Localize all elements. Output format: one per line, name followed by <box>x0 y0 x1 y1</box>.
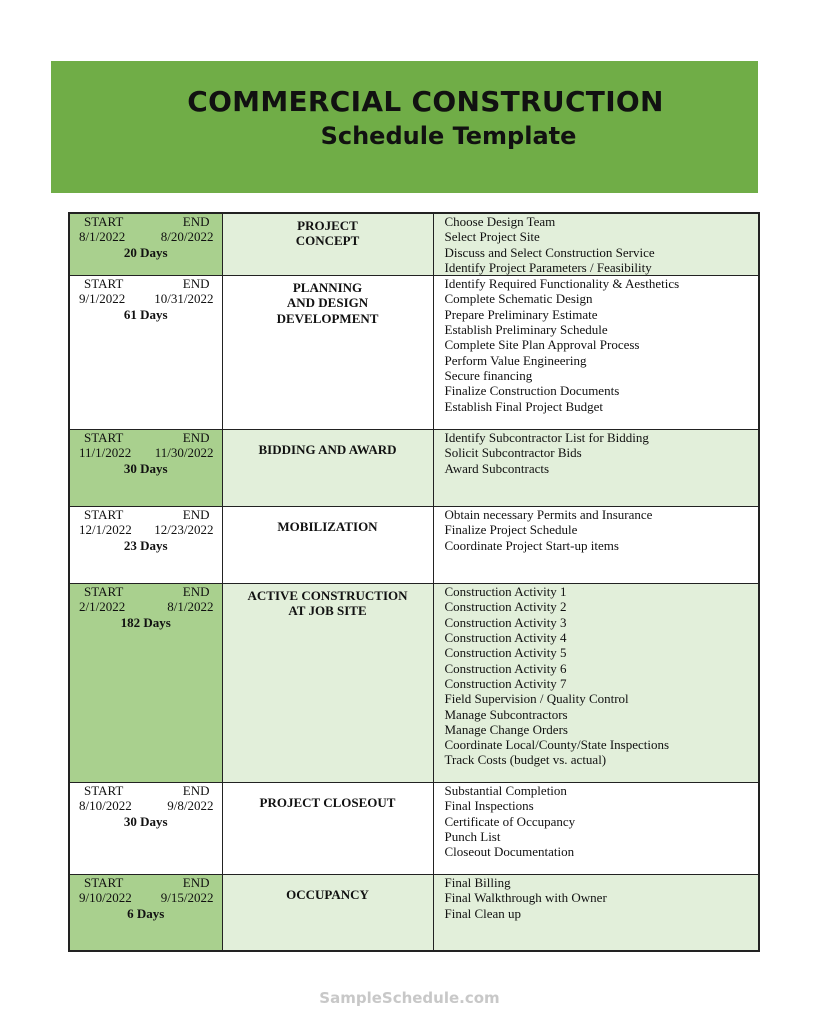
task-item: Perform Value Engineering <box>444 352 587 368</box>
task-item: Closeout Documentation <box>444 844 575 860</box>
end-date: 8/20/2022 <box>160 229 214 245</box>
end-date: 8/1/2022 <box>167 599 214 615</box>
phase-name-cell <box>222 584 433 783</box>
task-item: Complete Schematic Design <box>444 291 593 307</box>
task-item: Secure financing <box>444 367 533 383</box>
phase-dates <box>69 507 222 584</box>
end-label: END <box>182 783 210 799</box>
task-list <box>433 875 759 951</box>
start-label: START <box>84 507 124 523</box>
end-label: END <box>182 875 210 891</box>
task-item: Certificate of Occupancy <box>444 813 576 829</box>
task-item: Construction Activity 1 <box>444 584 567 600</box>
start-date: 8/1/2022 <box>79 229 126 245</box>
phase-row-active-construction <box>69 584 759 783</box>
task-item: Construction Activity 3 <box>444 614 567 630</box>
end-date: 9/8/2022 <box>167 798 214 814</box>
task-item: Field Supervision / Quality Control <box>444 691 629 707</box>
task-item: Identify Subcontractor List for Bidding <box>444 430 649 446</box>
phase-name: PLANNING AND DESIGN DEVELOPMENT <box>276 280 379 326</box>
phase-dates <box>69 213 222 276</box>
task-item: Obtain necessary Permits and Insurance <box>444 507 653 523</box>
task-item: Construction Activity 2 <box>444 599 567 615</box>
task-item: Award Subcontracts <box>444 460 550 476</box>
task-item: Establish Preliminary Schedule <box>444 322 608 338</box>
page-title: COMMERCIAL CONSTRUCTION <box>187 85 664 118</box>
phase-duration: 20 Days <box>123 244 168 260</box>
task-item: Substantial Completion <box>444 783 567 799</box>
start-label: START <box>84 584 124 600</box>
task-item: Construction Activity 6 <box>444 660 567 676</box>
phase-name: BIDDING AND AWARD <box>258 442 397 458</box>
task-item: Construction Activity 7 <box>444 675 567 691</box>
phase-duration: 30 Days <box>123 460 168 476</box>
phase-dates <box>69 584 222 783</box>
phase-row-planning-design <box>69 276 759 430</box>
watermark: SampleSchedule.com <box>319 989 500 1007</box>
start-date: 11/1/2022 <box>79 445 132 461</box>
task-list <box>433 430 759 507</box>
task-item: Identify Project Parameters / Feasibility <box>444 259 652 275</box>
task-item: Finalize Project Schedule <box>444 522 578 538</box>
task-item: Final Billing <box>444 875 511 891</box>
phase-row-project-concept <box>69 213 759 276</box>
task-item: Complete Site Plan Approval Process <box>444 337 640 353</box>
phase-dates <box>69 430 222 507</box>
task-list <box>433 213 759 276</box>
task-list <box>433 507 759 584</box>
phase-name: ACTIVE CONSTRUCTION AT JOB SITE <box>247 588 408 619</box>
task-list <box>433 783 759 875</box>
phase-row-project-closeout <box>69 783 759 875</box>
end-label: END <box>182 507 210 523</box>
phase-row-bidding-award <box>69 430 759 507</box>
phase-duration: 30 Days <box>123 813 168 829</box>
task-item: Final Walkthrough with Owner <box>444 890 607 906</box>
task-item: Finalize Construction Documents <box>444 383 620 399</box>
end-label: END <box>182 430 210 446</box>
task-item: Identify Required Functionality & Aesthetics <box>444 276 680 292</box>
phase-name-cell <box>222 875 433 951</box>
task-item: Final Clean up <box>444 905 522 921</box>
phase-row-mobilization <box>69 507 759 584</box>
phase-name: PROJECT CLOSEOUT <box>259 795 396 811</box>
task-item: Track Costs (budget vs. actual) <box>444 752 607 768</box>
phase-name-cell <box>222 507 433 584</box>
task-item: Discuss and Select Construction Service <box>444 244 655 260</box>
start-label: START <box>84 430 124 446</box>
task-item: Manage Subcontractors <box>444 706 568 722</box>
task-item: Construction Activity 4 <box>444 630 567 646</box>
end-date: 12/23/2022 <box>154 522 214 538</box>
task-item: Prepare Preliminary Estimate <box>444 306 598 322</box>
phase-duration: 23 Days <box>123 537 168 553</box>
task-item: Select Project Site <box>444 229 540 245</box>
end-label: END <box>182 276 210 292</box>
phase-duration: 182 Days <box>120 614 171 630</box>
start-label: START <box>84 875 124 891</box>
phase-dates <box>69 875 222 951</box>
task-item: Construction Activity 5 <box>444 645 567 661</box>
phase-dates <box>69 783 222 875</box>
start-date: 2/1/2022 <box>79 599 126 615</box>
end-label: END <box>182 214 210 229</box>
phase-name-cell <box>222 276 433 430</box>
task-list <box>433 584 759 783</box>
start-date: 9/1/2022 <box>79 291 126 307</box>
phase-name-cell <box>222 213 433 276</box>
phase-name: PROJECT CONCEPT <box>295 218 360 249</box>
start-date: 12/1/2022 <box>79 522 132 538</box>
task-item: Final Inspections <box>444 798 534 814</box>
phase-duration: 6 Days <box>127 905 165 921</box>
start-label: START <box>84 214 124 229</box>
start-label: START <box>84 276 124 292</box>
phase-name: OCCUPANCY <box>286 887 369 903</box>
task-item: Coordinate Project Start-up items <box>444 537 619 553</box>
end-date: 11/30/2022 <box>154 445 214 461</box>
start-date: 8/10/2022 <box>79 798 132 814</box>
task-item: Punch List <box>444 829 501 845</box>
task-item: Solicit Subcontractor Bids <box>444 445 582 461</box>
phase-duration: 61 Days <box>123 306 168 322</box>
phase-name-cell <box>222 783 433 875</box>
start-date: 9/10/2022 <box>79 890 132 906</box>
end-label: END <box>182 584 210 600</box>
schedule-body <box>69 213 759 951</box>
phase-row-occupancy <box>69 875 759 951</box>
phase-dates <box>69 276 222 430</box>
task-item: Manage Change Orders <box>444 721 568 737</box>
task-list <box>433 276 759 430</box>
task-item: Choose Design Team <box>444 214 556 229</box>
task-item: Establish Final Project Budget <box>444 398 604 414</box>
phase-name-cell <box>222 430 433 507</box>
schedule-table <box>68 212 760 952</box>
page-subtitle: Schedule Template <box>320 122 577 150</box>
end-date: 10/31/2022 <box>154 291 214 307</box>
header-banner <box>51 61 758 193</box>
task-item: Coordinate Local/County/State Inspections <box>444 737 670 753</box>
phase-name: MOBILIZATION <box>277 519 378 535</box>
end-date: 9/15/2022 <box>160 890 214 906</box>
start-label: START <box>84 783 124 799</box>
